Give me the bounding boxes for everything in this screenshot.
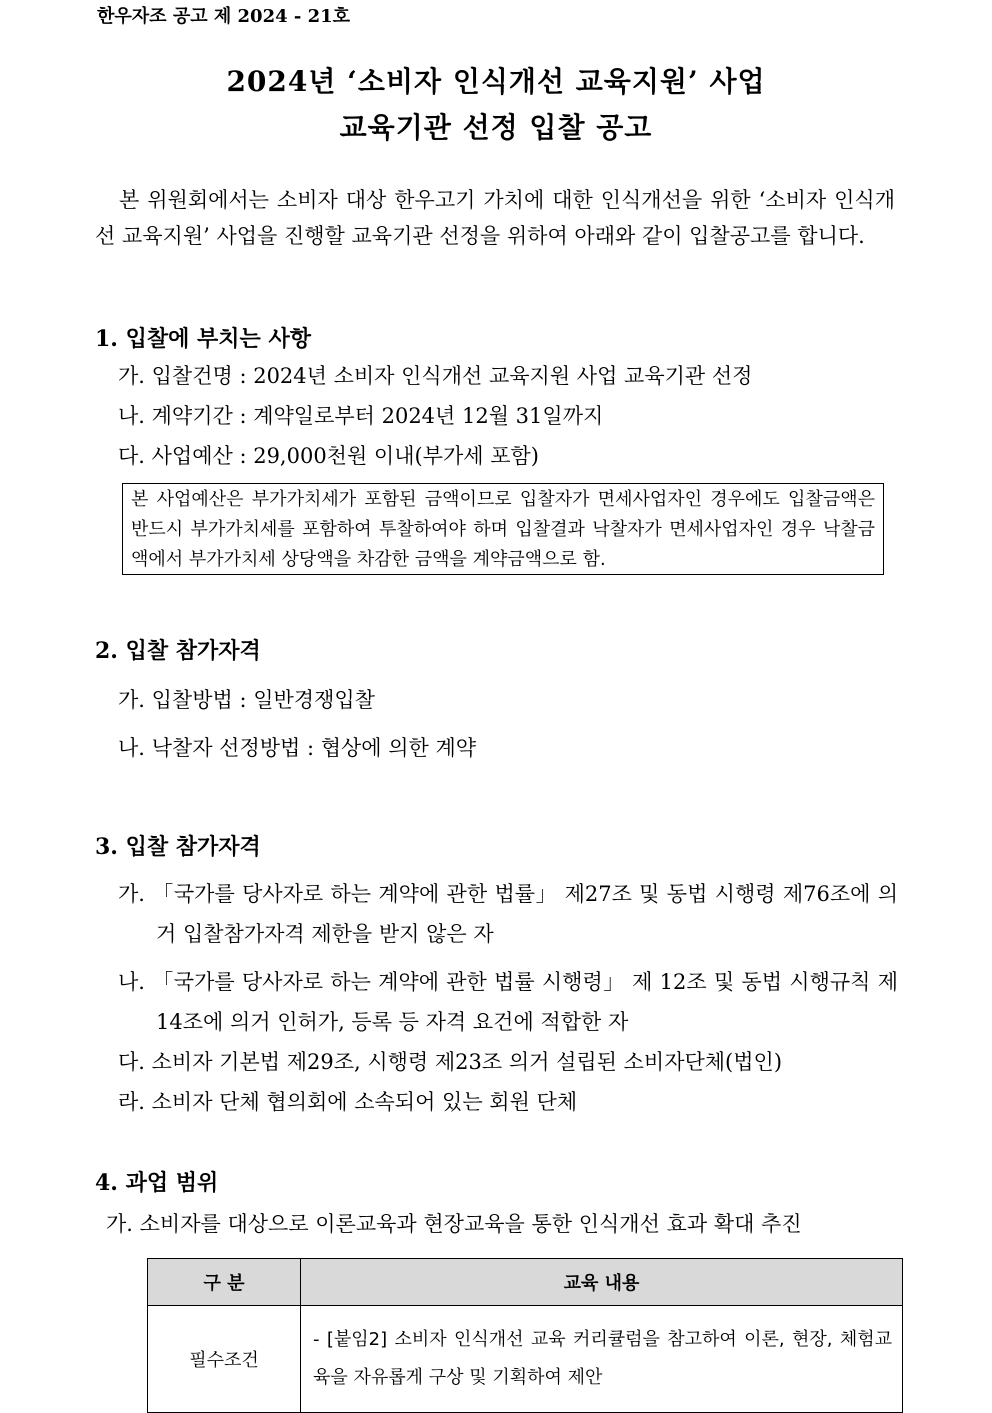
header-content: 교육 내용 xyxy=(301,1259,903,1306)
section3-heading: 3. 입찰 참가자격 xyxy=(95,834,261,860)
budget-note-box: 본 사업예산은 부가가치세가 포함된 금액이므로 입찰자가 면세사업자인 경우에도 입찰금액은 반드시 부가가치세를 포함하여 투찰하여야 하며 입찰결과 낙찰자가 면세사업자인 경우 낙찰금액에서 부가가치세 상당액을 차감한 금액을 계약금액으로 함. xyxy=(122,483,884,575)
section1-item-c: 다. 사업예산 : 29,000천원 이내(부가세 포함) xyxy=(118,444,539,468)
section1-item-a: 가. 입찰건명 : 2024년 소비자 인식개선 교육지원 사업 교육기관 선정 xyxy=(118,364,753,388)
section1-heading: 1. 입찰에 부치는 사항 xyxy=(95,326,311,352)
header-category: 구 분 xyxy=(148,1259,301,1306)
section1-item-b: 나. 계약기간 : 계약일로부터 2024년 12월 31일까지 xyxy=(118,404,604,428)
intro-text: 본 위원회에서는 소비자 대상 한우고기 가치에 대한 인식개선을 위한 ‘소비자 인식개선 교육지원’ 사업을 진행할 교육기관 선정을 위하여 아래와 같이 입찰공고를 합니다. xyxy=(95,188,895,248)
section2-heading: 2. 입찰 참가자격 xyxy=(95,638,261,664)
document-title-line1: 2024년 ‘소비자 인식개선 교육지원’ 사업 xyxy=(226,65,766,98)
section2-item-a: 가. 입찰방법 : 일반경쟁입찰 xyxy=(118,688,375,712)
section3-item-a: 가. 「국가를 당사자로 하는 계약에 관한 법률」 제27조 및 동법 시행령 제76조에 의거 입찰참가자격 제한을 받지 않은 자 xyxy=(118,882,898,946)
section3-item-c: 다. 소비자 기본법 제29조, 시행령 제23조 의거 설립된 소비자단체(법인) xyxy=(118,1050,783,1074)
section3-item-b: 나. 「국가를 당사자로 하는 계약에 관한 법률 시행령」 제 12조 및 동법 시행규칙 제14조에 의거 인허가, 등록 등 자격 요건에 적합한 자 xyxy=(118,970,898,1034)
section4-heading: 4. 과업 범위 xyxy=(95,1170,219,1196)
section4-item-a: 가. 소비자를 대상으로 이론교육과 현장교육을 통한 인식개선 효과 확대 추진 xyxy=(106,1212,802,1236)
intro-paragraph xyxy=(95,182,895,254)
section3-item-d: 라. 소비자 단체 협의회에 소속되어 있는 회원 단체 xyxy=(118,1090,578,1114)
scope-table xyxy=(147,1258,903,1413)
table-row xyxy=(148,1306,903,1413)
document-title-line2: 교육기관 선정 입찰 공고 xyxy=(339,111,653,144)
scope-table-header xyxy=(148,1259,903,1306)
section2-item-b: 나. 낙찰자 선정방법 : 협상에 의한 계약 xyxy=(118,736,477,760)
row-category: 필수조건 xyxy=(148,1306,301,1413)
notice-number: 한우자조 공고 제 2024 - 21호 xyxy=(97,6,351,27)
row-content: - [붙임2] 소비자 인식개선 교육 커리큘럼을 참고하여 이론, 현장, 체험교육을 자유롭게 구상 및 기획하여 제안 xyxy=(301,1306,903,1413)
